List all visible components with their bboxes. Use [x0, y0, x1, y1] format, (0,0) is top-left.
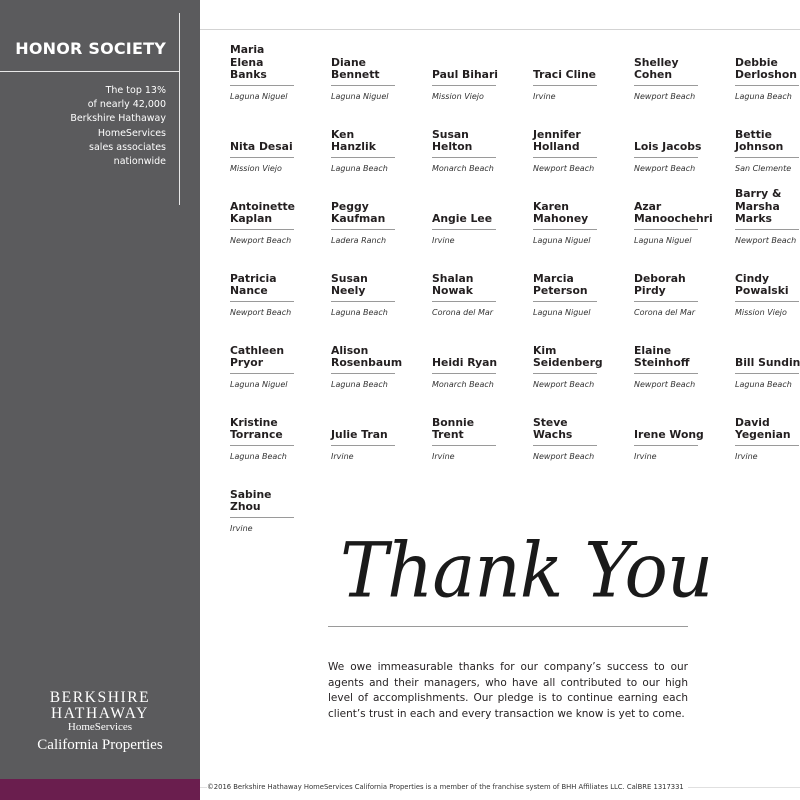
member-entry	[230, 128, 294, 173]
member-rule	[533, 373, 597, 374]
member-name: Heidi Ryan	[432, 356, 498, 370]
member-entry	[533, 56, 597, 101]
member-name: Angie Lee	[432, 212, 493, 226]
member-entry	[230, 43, 294, 101]
member-rule	[230, 373, 294, 374]
member-name: Antoinette Kaplan	[230, 199, 295, 226]
member-entry	[735, 55, 799, 101]
member-name: Peggy Kaufman	[331, 199, 386, 226]
member-rule	[230, 517, 294, 518]
member-name: Deborah Pirdy	[634, 271, 686, 298]
member-entry	[533, 199, 597, 245]
logo-line-california-properties: California Properties	[37, 737, 163, 753]
member-city: Irvine	[735, 452, 758, 461]
member-city: Newport Beach	[634, 92, 696, 101]
member-city: Newport Beach	[533, 164, 595, 173]
member-entry	[432, 415, 496, 461]
member-name: Irene Wong	[634, 428, 704, 442]
member-city: Newport Beach	[230, 236, 292, 245]
member-entry	[533, 127, 597, 173]
member-entry	[533, 415, 597, 461]
member-city: Laguna Niguel	[533, 308, 591, 317]
member-name: Marcia Peterson	[533, 271, 588, 298]
member-city: Irvine	[533, 92, 556, 101]
company-logo	[0, 690, 200, 755]
member-entry	[735, 187, 799, 245]
member-name: Maria Elena Banks	[230, 43, 267, 82]
member-name: Patricia Nance	[230, 271, 277, 298]
member-city: Corona del Mar	[432, 308, 494, 317]
member-city: Monarch Beach	[432, 164, 494, 173]
member-rule	[331, 373, 395, 374]
member-entry	[432, 56, 498, 101]
member-city: Laguna Niguel	[634, 236, 692, 245]
member-name: Traci Cline	[533, 68, 596, 82]
member-entry	[432, 271, 496, 317]
member-city: Monarch Beach	[432, 380, 494, 389]
member-city: Irvine	[432, 452, 455, 461]
member-city: Laguna Beach	[331, 308, 388, 317]
member-rule	[533, 85, 597, 86]
member-name: Cindy Powalski	[735, 271, 789, 298]
member-name: Shalan Nowak	[432, 271, 474, 298]
member-rule	[230, 445, 294, 446]
member-name: Elaine Steinhoff	[634, 343, 690, 370]
member-city: Mission Viejo	[230, 164, 282, 173]
member-entry	[331, 127, 395, 173]
member-city: San Clemente	[735, 164, 792, 173]
member-entry	[331, 199, 395, 245]
member-rule	[735, 301, 799, 302]
thank-you-message: We owe immeasurable thanks for our company’s success to our agents and their managers, who have all contributed to our high level of accomplishments. Our pledge is to continue earning each client’s trust in each and every transaction we know is yet to come.	[328, 661, 688, 720]
member-entry	[331, 343, 403, 389]
member-rule	[634, 85, 698, 86]
member-rule	[230, 229, 294, 230]
description-line: The top 13%	[105, 85, 166, 96]
member-rule	[634, 229, 698, 230]
member-name: Barry & Marsha Marks	[735, 187, 782, 226]
member-city: Ladera Ranch	[331, 236, 387, 245]
member-city: Laguna Beach	[331, 164, 388, 173]
member-city: Newport Beach	[230, 308, 292, 317]
member-entry	[432, 200, 496, 245]
thank-you-heading-text: Thank You	[340, 525, 713, 615]
member-rule	[432, 85, 496, 86]
member-city: Newport Beach	[533, 452, 595, 461]
member-name: David Yegenian	[735, 415, 791, 442]
member-city: Mission Viejo	[432, 92, 484, 101]
member-entry	[230, 343, 294, 389]
thank-you-rule	[328, 626, 688, 627]
member-rule	[634, 157, 698, 158]
member-rule	[331, 301, 395, 302]
member-name: Jennifer Holland	[533, 127, 581, 154]
member-entry	[735, 415, 799, 461]
sidebar-vertical-rule	[179, 13, 180, 205]
member-name: Nita Desai	[230, 140, 293, 154]
footer-accent-bar	[0, 779, 200, 800]
member-name: Debbie Derloshon	[735, 55, 797, 82]
member-name: Ken Hanzlik	[331, 127, 376, 154]
member-entry	[634, 416, 704, 461]
description-line: of nearly 42,000	[87, 99, 166, 111]
member-entry	[533, 343, 603, 389]
member-name: Diane Bennett	[331, 55, 380, 82]
member-name: Kristine Torrance	[230, 415, 283, 442]
logo-line-berkshire: BERKSHIRE	[49, 689, 151, 706]
member-entry	[331, 55, 395, 101]
member-entry	[230, 199, 295, 245]
member-city: Laguna Beach	[735, 92, 792, 101]
member-city: Laguna Niguel	[230, 380, 288, 389]
member-rule	[432, 445, 496, 446]
member-rule	[331, 229, 395, 230]
member-city: Irvine	[230, 524, 253, 533]
member-city: Irvine	[432, 236, 455, 245]
member-name: Susan Helton	[432, 127, 473, 154]
member-entry	[735, 271, 799, 317]
member-rule	[735, 85, 799, 86]
logo-line-homeservices: HomeServices	[67, 721, 133, 733]
description-line: Berkshire Hathaway	[70, 113, 166, 125]
member-rule	[331, 85, 395, 86]
member-name: Cathleen Pryor	[230, 343, 285, 370]
member-rule	[634, 373, 698, 374]
description-line: sales associates	[89, 141, 166, 153]
member-name: Sabine Zhou	[230, 487, 272, 514]
honor-society-description	[30, 84, 166, 169]
member-name: Steve Wachs	[533, 415, 573, 442]
member-entry	[634, 271, 698, 317]
member-rule	[735, 445, 799, 446]
member-name: Alison Rosenbaum	[331, 343, 403, 370]
sidebar	[0, 0, 200, 779]
honor-society-title: HONOR SOCIETY	[15, 39, 166, 58]
member-city: Laguna Niguel	[230, 92, 288, 101]
member-rule	[230, 85, 294, 86]
member-rule	[230, 157, 294, 158]
member-name: Lois Jacobs	[634, 140, 702, 154]
member-name: Azar Manoochehri	[634, 199, 713, 226]
member-city: Mission Viejo	[735, 308, 787, 317]
member-city: Newport Beach	[634, 164, 696, 173]
member-name: Bill Sundin	[735, 356, 800, 370]
member-rule	[533, 229, 597, 230]
member-city: Laguna Niguel	[331, 92, 389, 101]
member-entry	[533, 271, 597, 317]
member-rule	[634, 301, 698, 302]
member-rule	[735, 229, 799, 230]
member-entry	[230, 415, 294, 461]
member-rule	[432, 373, 496, 374]
member-entry	[634, 55, 698, 101]
member-name: Bettie Johnson	[735, 127, 784, 154]
member-entry	[331, 271, 395, 317]
member-city: Laguna Beach	[735, 380, 792, 389]
member-entry	[634, 343, 698, 389]
member-entry	[634, 128, 702, 173]
footer-copyright: ©2016 Berkshire Hathaway HomeServices California Properties is a member of the franchise system of BHH Affiliates LLC. CalBRE 1317331	[207, 783, 688, 791]
member-city: Newport Beach	[634, 380, 696, 389]
member-rule	[432, 301, 496, 302]
member-name: Susan Neely	[331, 271, 368, 298]
description-line: nationwide	[113, 156, 166, 168]
member-entry	[735, 127, 799, 173]
member-name: Shelley Cohen	[634, 55, 679, 82]
member-rule	[533, 445, 597, 446]
member-rule	[533, 157, 597, 158]
member-city: Laguna Niguel	[533, 236, 591, 245]
member-rule	[331, 157, 395, 158]
member-rule	[230, 301, 294, 302]
member-rule	[634, 445, 698, 446]
member-rule	[533, 301, 597, 302]
member-entry	[634, 199, 713, 245]
member-rule	[331, 445, 395, 446]
member-city: Irvine	[634, 452, 657, 461]
logo-line-hathaway: HATHAWAY	[51, 705, 149, 722]
member-city: Corona del Mar	[634, 308, 696, 317]
member-entry	[432, 127, 496, 173]
member-city: Laguna Beach	[331, 380, 388, 389]
member-city: Laguna Beach	[230, 452, 287, 461]
member-name: Kim Seidenberg	[533, 343, 603, 370]
member-entry	[432, 344, 498, 389]
member-rule	[735, 373, 799, 374]
member-city: Irvine	[331, 452, 354, 461]
top-rule	[200, 29, 800, 30]
member-city: Newport Beach	[735, 236, 797, 245]
member-rule	[735, 157, 799, 158]
member-rule	[432, 229, 496, 230]
member-entry	[230, 271, 294, 317]
description-line: HomeServices	[97, 127, 166, 139]
member-entry	[735, 344, 800, 389]
member-rule	[432, 157, 496, 158]
member-city: Newport Beach	[533, 380, 595, 389]
member-entry	[230, 487, 294, 533]
member-name: Karen Mahoney	[533, 199, 589, 226]
sidebar-horizontal-rule	[0, 71, 180, 72]
member-name: Julie Tran	[331, 428, 388, 442]
member-entry	[331, 416, 395, 461]
member-name: Paul Bihari	[432, 68, 498, 82]
member-name: Bonnie Trent	[432, 415, 475, 442]
thank-you-heading	[340, 525, 713, 638]
